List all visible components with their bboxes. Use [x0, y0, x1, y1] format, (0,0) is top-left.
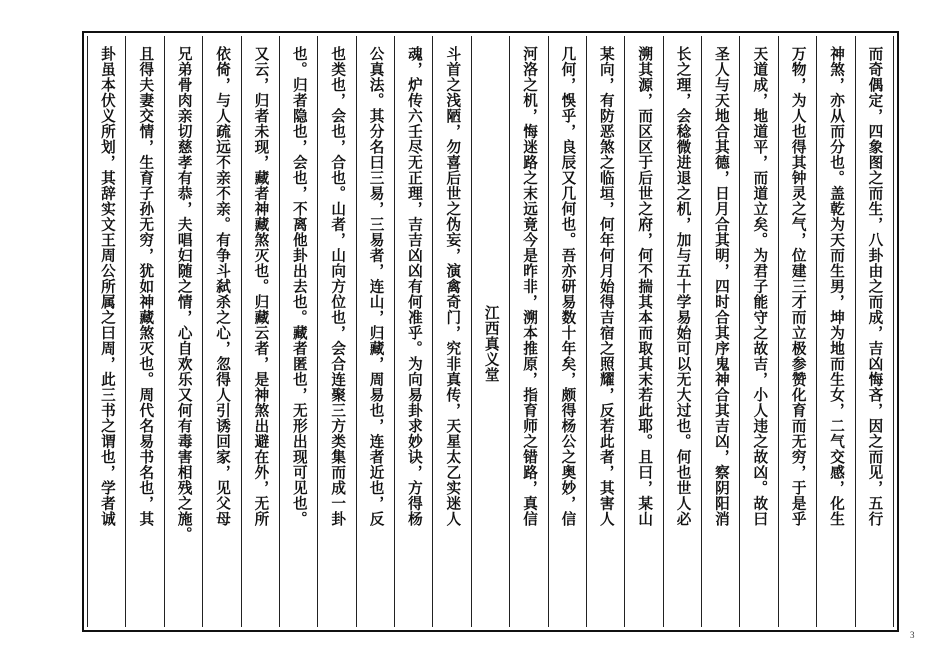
text-column [241, 36, 279, 627]
text-column [778, 36, 816, 627]
column-text: 某向，有防恶煞之临垣，何年何月始得吉宿之照耀，反若此者，其害人 [597, 46, 615, 527]
text-column [164, 36, 202, 627]
column-text: 神煞，亦从而分也。盖乾为天而生男，坤为地而生女，二气交感，化生 [828, 46, 846, 527]
column-text: 公真法。其分名曰三易，三易者，连山，归藏，周易也，连者近也，反 [367, 46, 385, 527]
text-column [125, 36, 163, 627]
column-text: 又云，归者未现，藏者神藏煞灭也。归藏云者，是神煞出避在外，无所 [252, 46, 270, 527]
text-column [279, 36, 317, 627]
column-text: 河洛之机，悔迷路之末远竟今是昨非，溯本推原，指育师之错路，真信 [521, 46, 539, 527]
text-column [739, 36, 777, 627]
column-text: 卦虽本伏义所划，其辞实文王周公所属之曰周，此三书之谓也，学者诚 [98, 46, 116, 527]
text-column [586, 36, 624, 627]
text-column [816, 36, 854, 627]
text-column [509, 36, 547, 627]
page-number: 3 [910, 630, 915, 640]
column-text: 天道成，地道平，而道立矣。为君子能守之故吉，小人违之故凶。故曰 [751, 46, 769, 527]
text-column [701, 36, 739, 627]
text-column [394, 36, 432, 627]
column-text: 斗首之浅陋，勿喜后世之伪妄，演禽奇门，究非真传，天星太乙实迷人 [444, 46, 462, 527]
text-column [624, 36, 662, 627]
column-text: 也。归者隐也，会也，不离他卦出去也。藏者匿也，无形出现可见也。 [290, 46, 308, 527]
column-text: 兄弟骨肉亲切慈孝有恭，夫唱妇随之情，心自欢乐又何有毒害相残之施。 [175, 46, 193, 542]
text-column [87, 36, 125, 627]
text-frame [82, 31, 899, 632]
column-text: 几何，悞乎，良辰又几何也。吾亦研易数十年矣，颇得杨公之奥妙，信 [559, 46, 577, 527]
column-text: 万物，为人也得其钟灵之气，位建三才而立极参赞化育而无穷，于是乎 [789, 46, 807, 527]
center-title: 江西真义堂 [482, 304, 500, 383]
text-column [202, 36, 240, 627]
center-title-column [471, 36, 509, 627]
text-column [663, 36, 701, 627]
text-column [548, 36, 586, 627]
column-text: 魂，炉传六壬尽无正理，吉吉凶凶有何准乎。为向易卦求妙诀，方得杨 [405, 46, 423, 527]
text-column [356, 36, 394, 627]
column-text: 也类也，会也，合也。山者，山向方位也，会合连聚三方类集而成一卦 [329, 46, 347, 527]
column-text: 且得夫妻交情，生育子孙无穷，犹如神藏煞灭也。周代名易书名也，其 [137, 46, 155, 527]
column-text: 溯其源，而区区于后世之府，何不揣其本而取其末若此耶。且曰，某山 [636, 46, 654, 527]
text-column [855, 36, 894, 627]
text-column [317, 36, 355, 627]
vertical-text-columns [87, 36, 894, 627]
column-text: 圣人与天地合其德，日月合其明，四时合其序鬼神合其吉凶，察阴阳消 [712, 46, 730, 527]
column-text: 而奇偶定，四象图之而生，八卦由之而成，吉凶悔吝，因之而见，五行 [866, 46, 884, 527]
column-text: 依倚，与人疏远不亲不亲。有争斗弑杀之心，忽得人引诱回家，见父母 [214, 46, 232, 527]
column-text: 长之理，会稔微进退之机，加与五十学易始可以无大过也。何也世人必 [674, 46, 692, 527]
text-column [432, 36, 470, 627]
